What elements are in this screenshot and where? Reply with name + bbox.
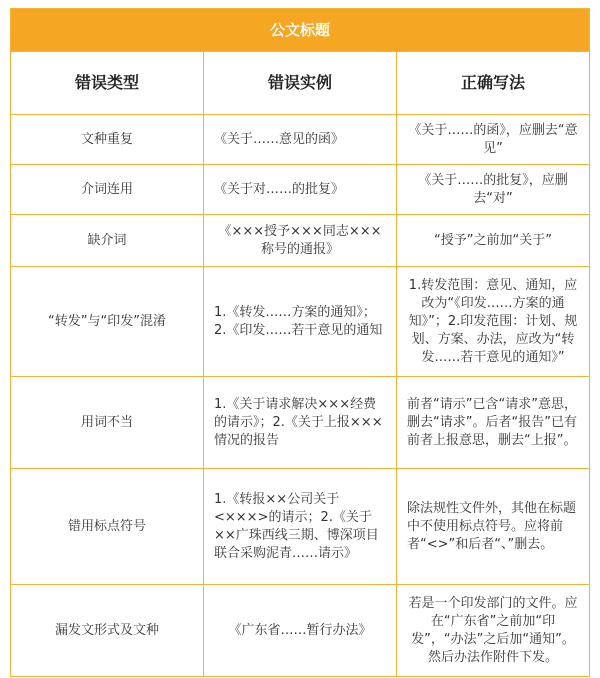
table-title: 公文标题 xyxy=(11,9,590,52)
cell-example: 1.《关于请求解决×××经费的请示》；2.《关于上报×××情况的报告 xyxy=(204,377,397,469)
cell-type: “转发”与“印发”混淆 xyxy=(11,267,204,377)
cell-type: 用词不当 xyxy=(11,377,204,469)
table-row xyxy=(11,377,590,469)
cell-correct: 1.转发范围：意见、通知，应改为“《印发……方案的通知》”；2.印发范围：计划、规划、方案、办法，应改为“转发……若干意见的通知》” xyxy=(397,267,590,377)
cell-example: 1.《转报××公司关于<×××>的请示；2.《关于××广珠西线三期、博深项目联合采购泥青……请示》 xyxy=(204,469,397,585)
document xyxy=(10,8,590,677)
cell-type: 介词连用 xyxy=(11,165,204,215)
cell-type: 错用标点符号 xyxy=(11,469,204,585)
header-error-type: 错误类型 xyxy=(11,52,204,115)
header-row xyxy=(11,52,590,115)
title-row xyxy=(11,9,590,52)
error-table xyxy=(10,8,590,677)
cell-correct: 《关于……的批复》，应删去“对” xyxy=(397,165,590,215)
table-row xyxy=(11,215,590,267)
cell-type: 缺介词 xyxy=(11,215,204,267)
header-error-example: 错误实例 xyxy=(204,52,397,115)
table-row xyxy=(11,469,590,585)
table-row xyxy=(11,165,590,215)
cell-example: 《×××授予×××同志×××称号的通报》 xyxy=(204,215,397,267)
cell-correct: 除法规性文件外，其他在标题中不使用标点符号。应将前者“<>”和后者“、”删去。 xyxy=(397,469,590,585)
cell-correct: 《关于……的函》，应删去“意见” xyxy=(397,115,590,165)
cell-example: 《关于……意见的函》 xyxy=(204,115,397,165)
cell-example: 1.《转发……方案的通知》；2.《印发……若干意见的通知 xyxy=(204,267,397,377)
cell-type: 漏发文形式及文种 xyxy=(11,585,204,677)
cell-example: 《关于对……的批复》 xyxy=(204,165,397,215)
cell-example: 《广东省……暂行办法》 xyxy=(204,585,397,677)
cell-correct: 前者“请示”已含“请求”意思，删去“请求”。后者“报告”已有前者上报意思，删去“上报”。 xyxy=(397,377,590,469)
table-row xyxy=(11,585,590,677)
header-correct-form: 正确写法 xyxy=(397,52,590,115)
cell-correct: “授予”之前加“关于” xyxy=(397,215,590,267)
table-row xyxy=(11,115,590,165)
cell-correct: 若是一个印发部门的文件。应在“广东省”之前加“印发”，“办法”之后加“通知”。然后办法作附件下发。 xyxy=(397,585,590,677)
cell-type: 文种重复 xyxy=(11,115,204,165)
table-row xyxy=(11,267,590,377)
